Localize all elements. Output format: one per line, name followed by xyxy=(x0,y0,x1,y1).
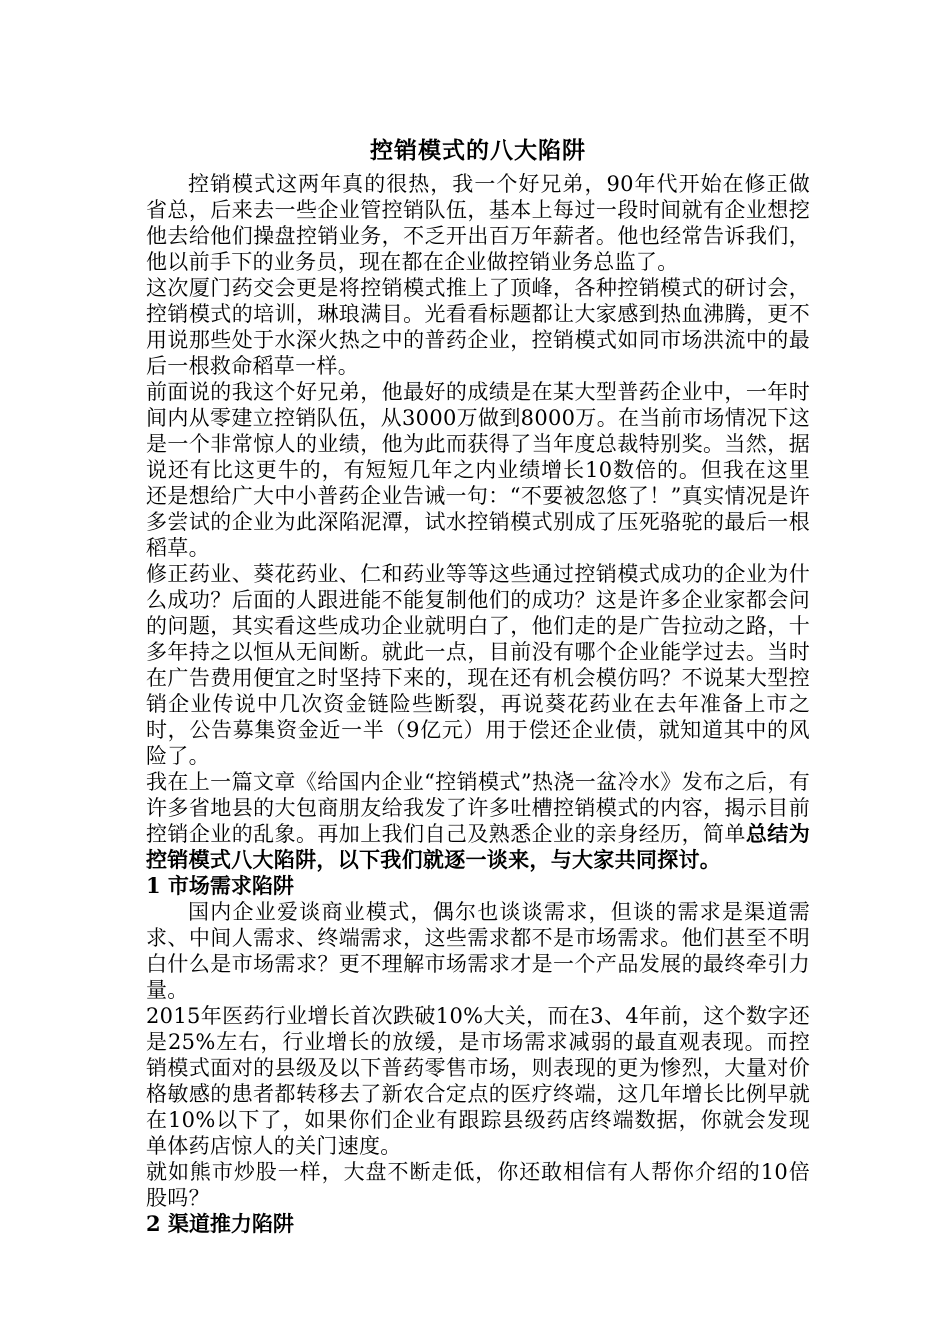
paragraph-summary-bold: 总结为控销模式八大陷阱，以下我们就逐一谈来，与大家共同探讨。 xyxy=(146,821,810,872)
paragraph-success-companies: 修正药业、葵花药业、仁和药业等等这些通过控销模式成功的企业为什么成功？后面的人跟进能不能复制他们的成功？这是许多企业家都会问的问题，其实看这些成功企业就明白了，他们走的是广告拉动之路，十多年持之以恒从无间断。就此一点，目前没有哪个企业能学过去。当时在广告费用便宜之时坚持下来的，现在还有机会模仿吗？不说某大型控销企业传说中几次资金链险些断裂，再说葵花药业在去年准备上市之时，公告募集资金近一半（9亿元）用于偿还企业债，就知道其中的风险了。 xyxy=(146,562,810,768)
document-body xyxy=(146,133,810,1237)
paragraph-industry-growth: 2015年医药行业增长首次跌破10%大关，而在3、4年前，这个数字还是25%左右，行业增长的放缓，是市场需求减弱的最直观表现。而控销模式面对的县级及以下普药零售市场，则表现的更为惨烈，大量对价格敏感的患者都转移去了新农合定点的医疗终端，这几年增长比例早就在10%以下了，如果你们企业有跟踪县级药店终端数据，你就会发现单体药店惊人的关门速度。 xyxy=(146,1004,810,1158)
paragraph-xiamen-fair: 这次厦门药交会更是将控销模式推上了顶峰，各种控销模式的研讨会，控销模式的培训，琳琅满目。光看看标题都让大家感到热血沸腾，更不用说那些处于水深火热之中的普药企业，控销模式如同市场洪流中的最后一根救命稻草一样。 xyxy=(146,276,810,378)
paragraph-demand-types: 国内企业爱谈商业模式，偶尔也谈谈需求，但谈的需求是渠道需求、中间人需求、终端需求，这些需求都不是市场需求。他们甚至不明白什么是市场需求？更不理解市场需求才是一个产品发展的最终牵引力量。 xyxy=(146,900,810,1002)
paragraph-intro: 控销模式这两年真的很热，我一个好兄弟，90年代开始在修正做省总，后来去一些企业管控销队伍，基本上每过一段时间就有企业想挖他去给他们操盘控销业务，不乏开出百万年薪者。他也经常告诉我们，他以前手下的业务员，现在都在企业做控销业务总监了。 xyxy=(146,172,810,274)
paragraph-previous-article xyxy=(146,769,810,873)
section-heading-channel-push: 2 渠道推力陷阱 xyxy=(146,1211,294,1236)
paragraph-previous-article-text: 我在上一篇文章《给国内企业“控销模式”热浇一盆冷水》发布之后，有许多省地县的大包商朋友给我发了许多吐槽控销模式的内容，揭示目前控销企业的乱象。再加上我们自己及熟悉企业的亲身经历，简单 xyxy=(146,770,810,846)
paragraph-friend-results: 前面说的我这个好兄弟，他最好的成绩是在某大型普药企业中，一年时间内从零建立控销队伍，从3000万做到8000万。在当前市场情况下这是一个非常惊人的业绩，他为此而获得了当年度总裁特别奖。当然，据说还有比这更牛的，有短短几年之内业绩增长10数倍的。但我在这里还是想给广大中小普药企业告诫一句：“不要被忽悠了！”真实情况是许多尝试的企业为此深陷泥潭，试水控销模式别成了压死骆驼的最后一根稻草。 xyxy=(146,380,810,560)
document-title: 控销模式的八大陷阱 xyxy=(370,137,586,164)
section-heading-market-demand: 1 市场需求陷阱 xyxy=(146,873,294,898)
paragraph-bear-market: 就如熊市炒股一样，大盘不断走低，你还敢相信有人帮你介绍的10倍股吗？ xyxy=(146,1160,810,1210)
